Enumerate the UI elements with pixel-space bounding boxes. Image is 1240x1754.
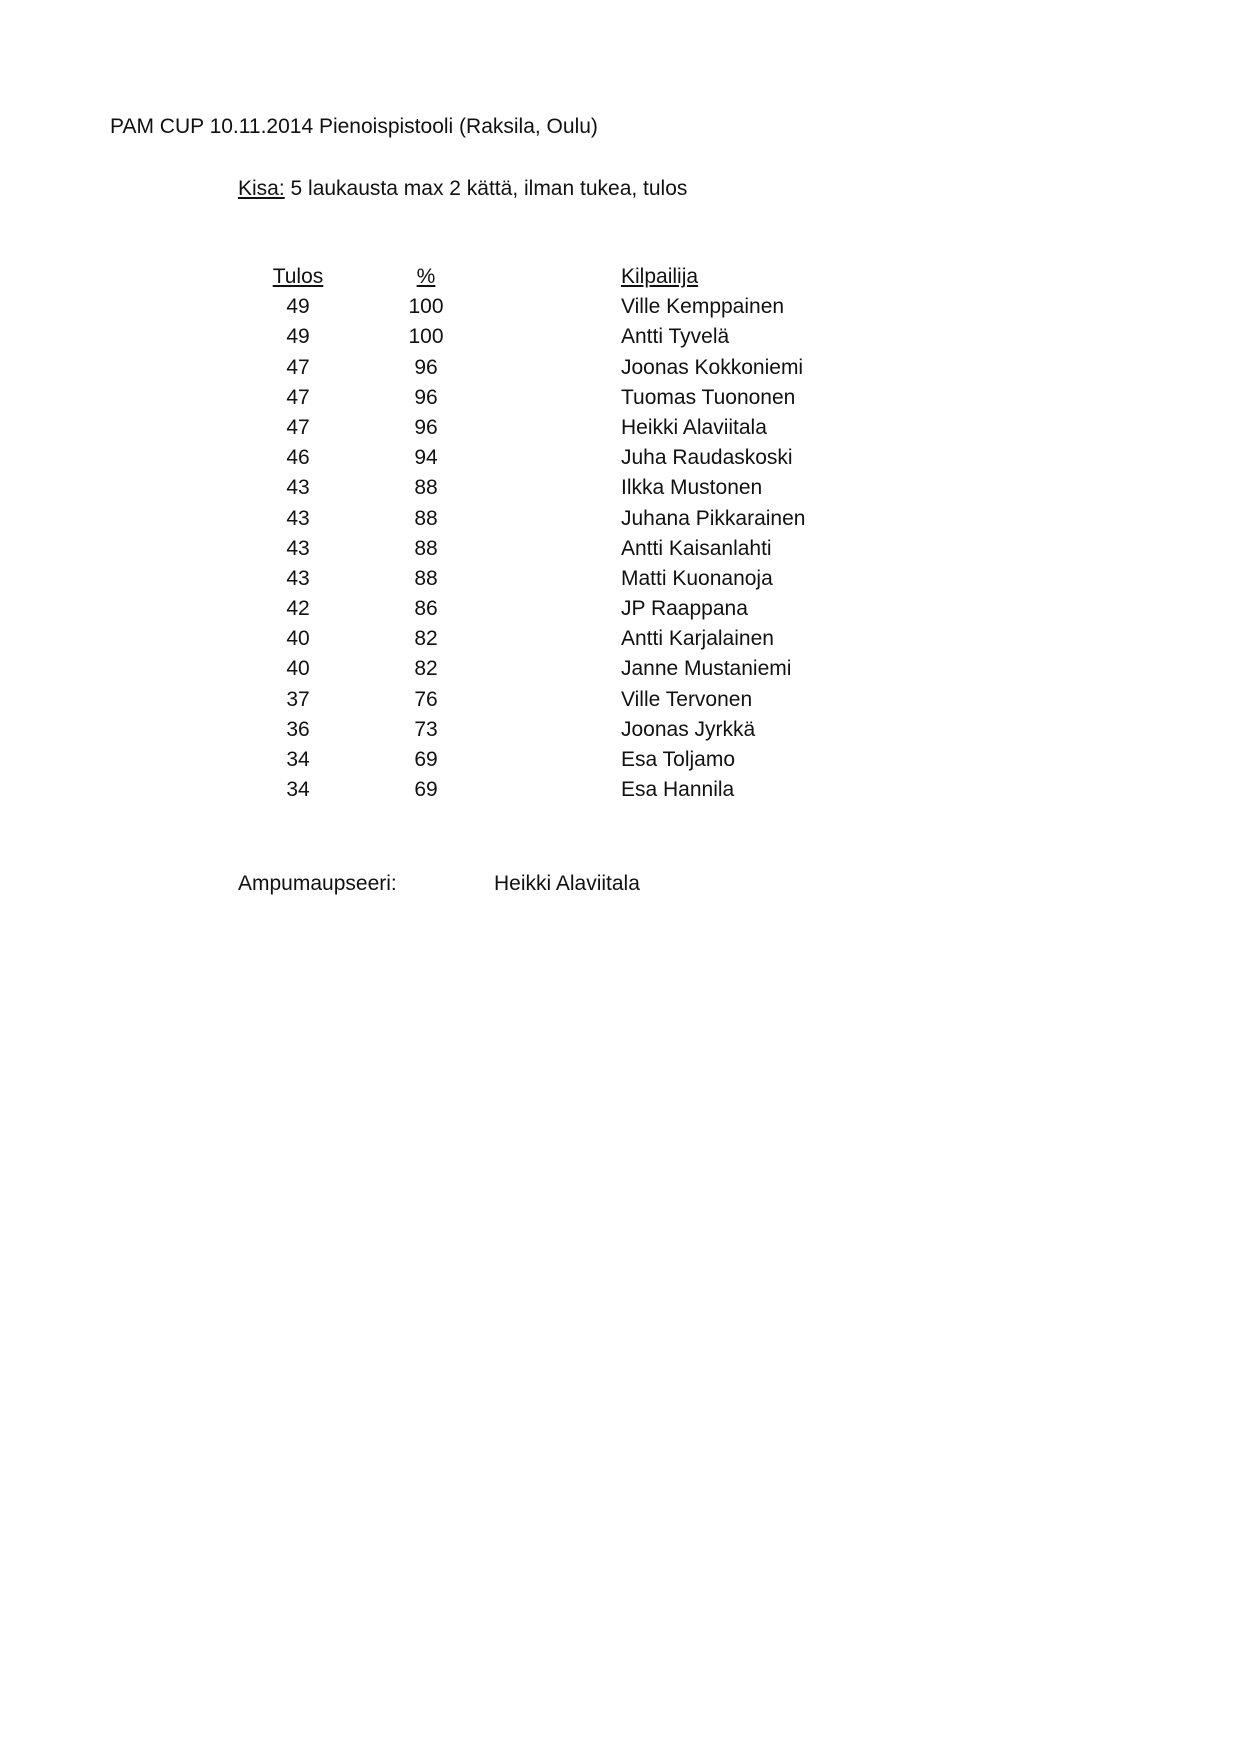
cell-score: 37	[286, 687, 310, 711]
cell-percent: 82	[414, 657, 438, 681]
cell-percent: 82	[414, 627, 438, 651]
header-score: Tulos	[272, 265, 324, 288]
cell-score: 43	[286, 506, 310, 530]
cell-score: 43	[286, 536, 310, 560]
cell-competitor: Juha Raudaskoski	[621, 446, 793, 470]
cell-score: 36	[286, 717, 310, 741]
cell-competitor: Juhana Pikkarainen	[621, 506, 806, 530]
cell-score: 43	[286, 476, 310, 500]
cell-percent: 88	[414, 476, 438, 500]
competition-text: 5 laukausta max 2 kättä, ilman tukea, tulos	[284, 177, 688, 200]
cell-score: 43	[286, 566, 310, 590]
cell-percent: 96	[414, 415, 438, 439]
cell-competitor: Antti Tyvelä	[621, 325, 730, 349]
cell-percent: 86	[414, 597, 438, 621]
cell-competitor: Esa Hannila	[621, 778, 735, 802]
cell-score: 47	[286, 415, 310, 439]
cell-competitor: Ville Tervonen	[621, 687, 753, 711]
cell-score: 47	[286, 385, 310, 409]
cell-competitor: Ville Kemppainen	[621, 295, 785, 319]
cell-score: 47	[286, 355, 310, 379]
cell-score: 49	[286, 295, 310, 319]
header-percent: %	[416, 265, 436, 288]
cell-competitor: Ilkka Mustonen	[621, 476, 763, 500]
competition-label: Kisa:	[238, 177, 285, 200]
cell-score: 34	[286, 778, 310, 802]
document-title: PAM CUP 10.11.2014 Pienoispistooli (Raksila, Oulu)	[110, 115, 598, 138]
range-officer	[238, 872, 640, 896]
cell-competitor: Esa Toljamo	[621, 748, 736, 771]
cell-percent: 69	[414, 748, 438, 771]
cell-percent: 76	[414, 687, 438, 711]
cell-percent: 88	[414, 536, 438, 560]
range-officer-label: Ampumaupseeri:	[238, 872, 397, 895]
cell-competitor: JP Raappana	[621, 597, 748, 621]
cell-score: 40	[286, 627, 310, 651]
cell-competitor: Antti Karjalainen	[621, 627, 774, 651]
cell-score: 40	[286, 657, 310, 681]
cell-percent: 96	[414, 385, 438, 409]
cell-percent: 69	[414, 778, 438, 802]
cell-percent: 100	[408, 325, 444, 349]
cell-percent: 100	[408, 295, 444, 319]
competition-description	[238, 177, 687, 201]
cell-competitor: Matti Kuonanoja	[621, 566, 773, 590]
cell-competitor: Antti Kaisanlahti	[621, 536, 772, 560]
range-officer-name: Heikki Alaviitala	[494, 872, 640, 895]
cell-score: 34	[286, 748, 310, 771]
cell-percent: 94	[414, 446, 438, 470]
cell-competitor: Joonas Jyrkkä	[621, 717, 756, 741]
cell-score: 49	[286, 325, 310, 349]
cell-percent: 88	[414, 566, 438, 590]
cell-competitor: Tuomas Tuononen	[621, 385, 796, 409]
header-competitor: Kilpailija	[621, 265, 699, 288]
cell-score: 42	[286, 597, 310, 621]
cell-percent: 73	[414, 717, 438, 741]
cell-competitor: Heikki Alaviitala	[621, 415, 767, 439]
cell-competitor: Joonas Kokkoniemi	[621, 355, 804, 379]
cell-score: 46	[286, 446, 310, 470]
cell-percent: 96	[414, 355, 438, 379]
cell-competitor: Janne Mustaniemi	[621, 657, 792, 681]
cell-percent: 88	[414, 506, 438, 530]
